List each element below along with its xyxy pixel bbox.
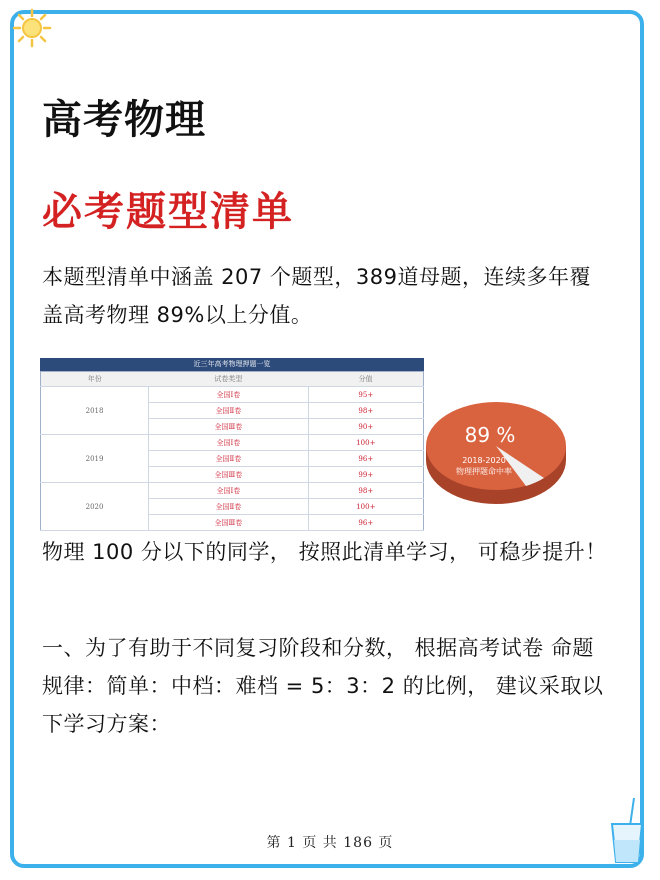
table-cell-type: 全国Ⅲ卷 <box>149 515 309 531</box>
table-cell-score: 100+ <box>308 435 423 451</box>
plan-paragraph: 一、为了有助于不同复习阶段和分数， 根据高考试卷 命题规律：简单：中档：难档 = 5：3：2 的比例， 建议采取以下学习方案： <box>42 636 604 736</box>
table-cell-score: 96+ <box>308 451 423 467</box>
table-row <box>41 387 424 403</box>
table-cell-type: 全国Ⅱ卷 <box>149 403 309 419</box>
table-header-year: 年份 <box>41 372 149 387</box>
table-cell-year: 2018 <box>41 387 149 435</box>
exam-score-table <box>40 358 424 531</box>
table-cell-score: 96+ <box>308 515 423 531</box>
table-cell-score: 98+ <box>308 483 423 499</box>
table-cell-score: 98+ <box>308 403 423 419</box>
intro-paragraph: 本题型清单中涵盖 207 个题型，389道母题，连续多年覆盖高考物理 89%以上分值。 <box>42 265 592 327</box>
encouragement-paragraph: 物理 100 分以下的同学， 按照此清单学习， 可稳步提升！ <box>42 540 607 564</box>
drink-cup-icon <box>604 796 650 866</box>
sun-icon <box>12 8 52 48</box>
table-caption: 近三年高考物理押题一览 <box>40 358 424 371</box>
table-cell-score: 95+ <box>308 387 423 403</box>
page-number: 第 1 页 共 186 页 <box>266 835 394 851</box>
table-cell-score: 99+ <box>308 467 423 483</box>
hit-rate-pie-chart <box>424 392 574 512</box>
table-cell-type: 全国Ⅲ卷 <box>149 467 309 483</box>
table-cell-score: 100+ <box>308 499 423 515</box>
table-row <box>41 435 424 451</box>
table-cell-type: 全国Ⅰ卷 <box>149 483 309 499</box>
pie-percent-label: 89 % <box>464 423 516 447</box>
pie-line2: 物理押题命中率 <box>456 467 512 476</box>
table-cell-type: 全国Ⅰ卷 <box>149 387 309 403</box>
table-header-score: 分值 <box>308 372 423 387</box>
table-cell-year: 2020 <box>41 483 149 531</box>
table-cell-score: 90+ <box>308 419 423 435</box>
table-header-type: 试卷类型 <box>149 372 309 387</box>
table-cell-type: 全国Ⅱ卷 <box>149 451 309 467</box>
table-cell-type: 全国Ⅱ卷 <box>149 499 309 515</box>
table-cell-type: 全国Ⅲ卷 <box>149 419 309 435</box>
table-header-row <box>41 372 424 387</box>
pie-line1: 2018-2020 <box>462 456 506 465</box>
table-cell-type: 全国Ⅰ卷 <box>149 435 309 451</box>
page-subtitle: 必考题型清单 <box>42 188 294 235</box>
page-title: 高考物理 <box>42 96 206 143</box>
table-row <box>41 483 424 499</box>
table-cell-year: 2019 <box>41 435 149 483</box>
